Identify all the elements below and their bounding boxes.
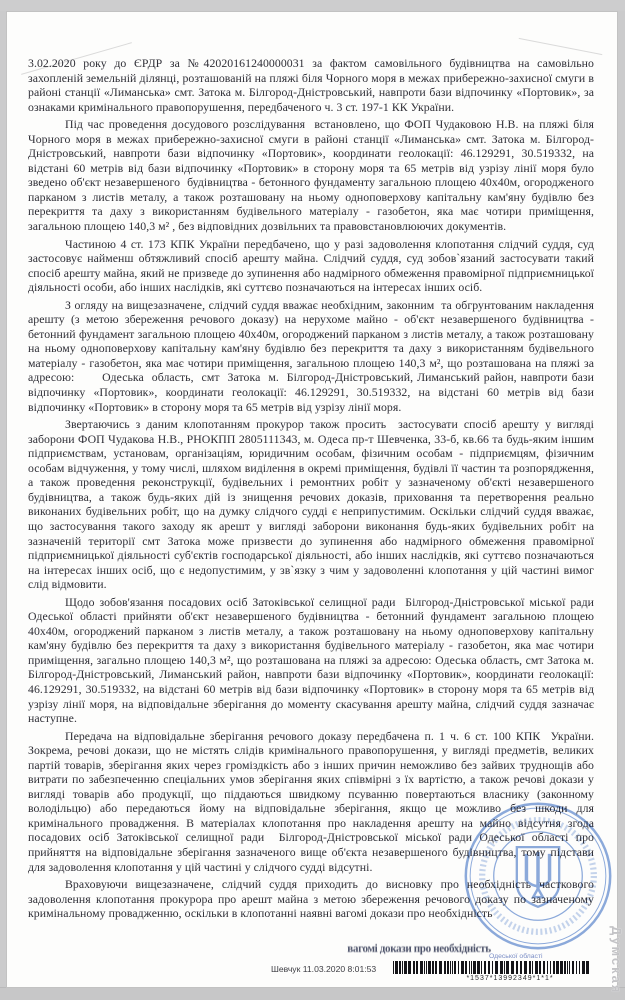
dumskaya-watermark: Думская <box>609 925 624 994</box>
paragraph: Передача на відповідальне зберігання речового доказу передбачена п. 1 ч. 6 ст. 100 КПК України. Зокрема, речові докази, що не містять слідів кримінального правопорушення, у вигляді предметів, великих партій товарів, зберігання яких через громіздкість або з інших причин неможливо без зайвих труднощів або витрати по забезпеченню спеціальних умов зберігання яких співмірні з їх вартістю, а також речові докази у вигляді товарів або продукції, що піддаються швидкому псуванню повертаються власнику (законному володільцю) або передаються йому на відповідальне зберігання, якщо це можливо без шкоди для кримінального провадження. В матеріалах клопотання про накладення арешту на майно відсутня згода посадових осіб Затоківської селищної ради Білгород-Дністровської міської ради Одеської області про прийняття на відповідальне зберігання зазначеного вище об'єкта незавершеного будівництва, тому підстави для задоволення клопотання у цій частині у слідчого судді відсутні. <box>28 728 594 874</box>
scan-bottom-margin <box>0 987 625 1000</box>
paragraph: 3.02.2020 року до ЄРДР за №42020161240000031 за фактом самовільного будівництва на самовільно захопленій земельній ділянці, розташованій на пляжі біля Чорного моря в межах прибережно-захисної смуги в районі станції «Лиманська» смт. Затока м. Білгород-Дністровський, навпроти бази відпочинку «Портовик», за ознаками кримінального правопорушення, передбаченого ч. 3 ст. 197-1 КК України. <box>28 56 594 114</box>
paragraph: Щодо зобов'язання посадових осіб Затоківської селищної ради Білгород-Дністровської міської ради Одеської області прийняти об'єкт незавершеного будівництва - бетонний фундамент загальною площею 40х40м, огороджений парканом з листів металу, а також розташовану на ньому одноповерхову капітальну кам'яну будівлю без перекриття та даху з використання будівельного матеріалу - газобетон, яка має чотири приміщення, загально площею 140,3 м², що розташована на пляжі за адресою: Одеська область, смт Затока м. Білгород-Дністровський, Лиманський район, навпроти бази відпочинку «Портовик», координати геолокації: 46.129291, 30.519332, на відстані 60 метрів від бази відпочинку «Портовик» в сторону моря та 65 метрів від узрізу лінії моря, на відповідальне зберігання до моменту скасування арешту майна, слідчий суддя зазначає наступне. <box>28 594 594 726</box>
stamp-region-text: Одеської області <box>489 953 543 960</box>
paragraph: Враховуючи вищезазначене, слідчий суддя приходить до висновку про необхідність часткового задоволення клопотання прокурора про арешт майна з метою збереження речового доказу по зазначеному кримінальному провадженню, оскільки в клопотанні наявні вагомі докази про необхідність <box>28 877 594 921</box>
scan-top-margin <box>0 0 625 11</box>
barcode-number: *1537*13992349*1*1* <box>466 975 554 982</box>
paragraph: Частиною 4 ст. 173 КПК України передбачено, що у разі задоволення клопотання слідчий суддя, суд застосовує найменш обтяжливий спосіб арешту майна. Слідчий суддя, суд зобов`язаний застосувати такий спосіб арешту майна, який не призведе до зупинення або надмірного обмеження правомірної підприємницької діяльності особи, або інших наслідків, які суттєво позначаються на інтересах інших осіб. <box>28 236 594 295</box>
page-corner-edge-right <box>519 38 603 55</box>
stamp-overprint-text: вагомі докази про необхідність <box>347 942 491 955</box>
paragraph: Під час проведення досудового розслідування встановлено, що ФОП Чудаковою Н.В. на пляжі біля Чорного моря в межах прибережно-захисної смуги в районі станції «Лиманська» смт. Затока м. Білгород-Дністровський, навпроти бази відпочинку «Портовик», координати геолокації: 46.129291, 30.519332, на відстані 60 метрів від бази відпочинку «Портовик» в сторону моря та 65 метрів від узрізу лінії моря було зведено об'єкт незавершеного будівництва - бетонного фундаменту загальною площею 40х40м, огородженого парканом з листів металу, а також розташовану на ньому одноповерхову капітальну кам'яну будівлю без перекриття та даху з використанням будівельного матеріалу - газобетон, яка має чотири приміщення, загальною площею 140,3 м² , без відповідних дозвільних та правовстановлюючих документів. <box>28 117 594 234</box>
barcode <box>393 961 593 974</box>
document-body <box>28 56 594 924</box>
signer-timestamp: Шевчук 11.03.2020 8:01:53 <box>271 964 377 974</box>
document-page <box>6 11 618 988</box>
paragraph: Звертаючись з даним клопотанням прокурор також просить застосувати спосіб арешту у вигляді заборони ФОП Чудакова Н.В., РНОКПП 2805111343, м. Одеса пр-т Шевченка, 33-б, кв.66 та будь-яким іншим підприємствам, установам, організаціям, юридичним особам, фізичним особам - підприємцям, фізичним особам відчуження, у тому числі, шляхом виділення в окремі приміщення, будівлі її частин та розпорядження, а також проведення реконструкції, будівельних і ремонтних робіт у зазначеному об'єкті незавершеного будівництва, а також будь-яких дій із знищення речових доказів, приховання та перетворення реально виконаних будівельних робіт, що на думку слідчого судді є неприпустимим. Оскільки слідчий суддя вважає, що застосування такого заходу як арешт у вигляді заборони виконання будь-яких будівельних робіт на зазначеній території смт Затока може призвести до зупинення або надмірного обмеження правомірної підприємницької діяльності суб'єктів господарської діяльності, або інших наслідків, які суттєво позначаються на інтересах інших осіб, що є недопустимим, у зв`язку з чим у задоволенні клопотання у цій частині вимог слід відмовити. <box>28 417 594 592</box>
paragraph: З огляду на вищезазначене, слідчий суддя вважає необхідним, законним та обгрунтованим накладення арешту (з метою збереження речового доказу) на нерухоме майно - об'єкт незавершеного будівництва - бетонний фундамент загальною площею 40х40м, огороджений парканом з листів металу, а також розташовану на ньому одноповерхову капітальну кам'яну будівлю без перекриття та даху з використанням будівельного матеріалу - газобетон, яка має чотири приміщення, загальною площею 140,3 м², що розташована на пляжі за адресою: Одеська область, смт Затока м. Білгород-Дністровський, Лиманський район, навпроти бази відпочинку «Портовик», координати геолокації: 46.129291, 30.519332, на відстані 60 метрів від бази відпочинку «Портовик» в сторону моря та 65 метрів від узрізу лінії моря. <box>28 297 594 414</box>
